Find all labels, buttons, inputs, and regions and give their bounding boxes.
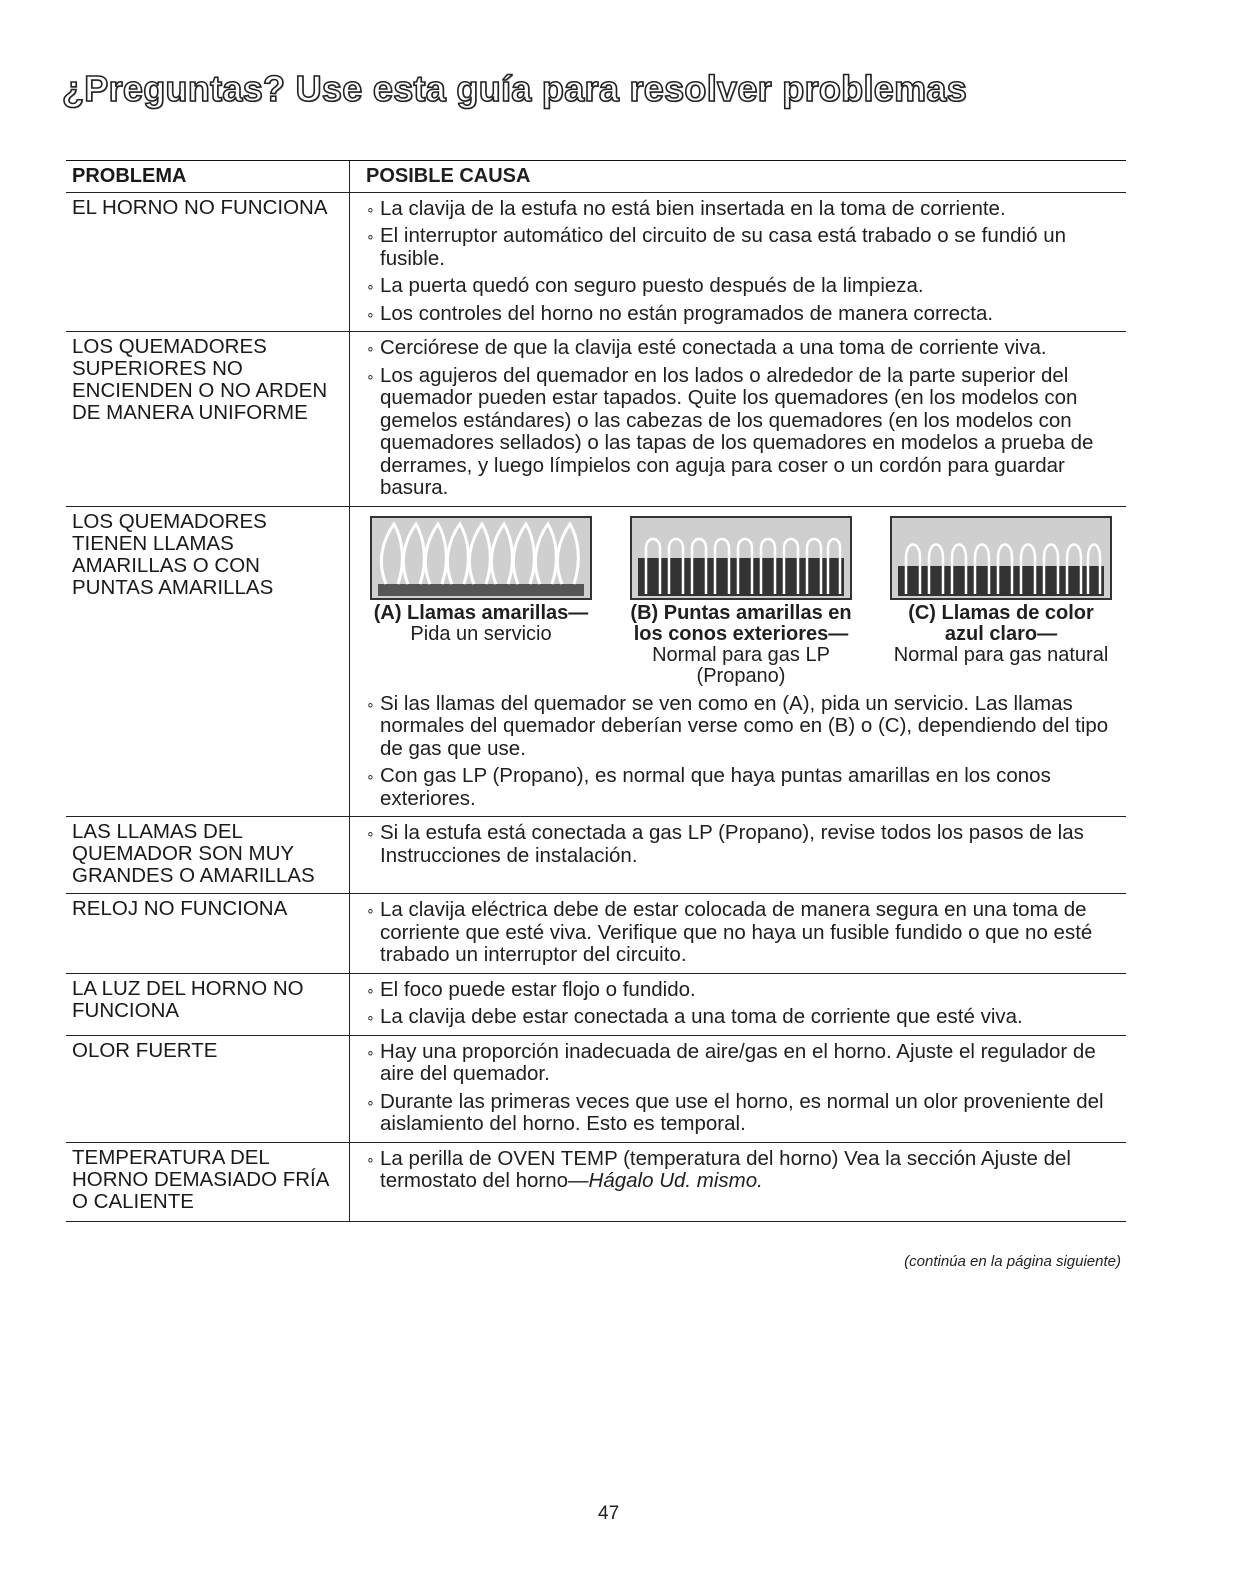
yellow-tipped-flames-icon: [630, 516, 852, 600]
cause-item: ∘ La puerta quedó con seguro puesto después de la limpieza.: [366, 274, 924, 297]
cause-item: ∘ Durante las primeras veces que use el horno, es normal un olor proveniente del aislamiento del horno. Esto es temporal.: [366, 1089, 1104, 1135]
flame-c-caption: Normal para gas natural: [893, 643, 1109, 666]
cause-item: ∘ La clavija de la estufa no está bien insertada en la toma de corriente.: [366, 196, 1006, 220]
cause-text: La perilla de OVEN TEMP (temperatura del horno) Vea la sección Ajuste del termostato del horno—: [380, 1146, 1071, 1192]
page-title: ¿Preguntas? Use esta guía para resolver problemas: [62, 68, 968, 109]
table-row: [66, 817, 1126, 894]
flame-c-drawing: [892, 518, 1110, 598]
bullet-icon: ∘: [366, 228, 375, 244]
cause-cell: [350, 193, 1126, 332]
bullet-icon: ∘: [366, 902, 375, 918]
problem-cell: OLOR FUERTE: [66, 1036, 350, 1142]
bullet-icon: ∘: [366, 768, 375, 784]
table-row: [66, 1143, 1126, 1222]
flame-illustrations: [366, 516, 1122, 687]
flame-b-label: (B) Puntas amarillas en los conos exteriores—: [630, 601, 852, 645]
bullet-icon: ∘: [366, 200, 375, 217]
bullet-icon: ∘: [366, 695, 375, 712]
table-row: [66, 894, 1126, 974]
cause-cell: [350, 974, 1126, 1035]
continued-note: (continúa en la página siguiente): [904, 1253, 1121, 1270]
cause-cell: [350, 817, 1126, 893]
flame-c-label: (C) Llamas de color azul claro—: [908, 601, 1094, 645]
troubleshooting-table: [66, 160, 1126, 1222]
problem-cell: LA LUZ DEL HORNO NO FUNCIONA: [66, 974, 350, 1035]
bullet-icon: ∘: [366, 305, 375, 322]
cause-item: ∘ Los agujeros del quemador en los lados o alrededor de la parte superior del quemador pueden estar tapados. Quite los quemadores (en los modelos con gemelos estándares) o las cabezas de los quemadores (en los modelos con quemadores sellados) o las tapas de los quemadores en modelos a prueba de derrames, y luego límpielos con aguja para coser o un cordón para guardar basura.: [366, 363, 1094, 499]
table-row: [66, 974, 1126, 1036]
table-row: [66, 1036, 1126, 1143]
page-number: 47: [598, 1503, 620, 1524]
cause-cell: [350, 894, 1126, 973]
cause-item: ∘ Con gas LP (Propano), es normal que haya puntas amarillas en los conos exteriores.: [366, 764, 1051, 810]
bullet-icon: ∘: [366, 1043, 375, 1060]
cause-item: ∘ La clavija debe estar conectada a una toma de corriente que esté viva.: [366, 1005, 1023, 1028]
cause-item: ∘ Si la estufa está conectada a gas LP (Propano), revise todos los pasos de las Instrucciones de instalación.: [366, 821, 1084, 867]
flame-a: [366, 516, 596, 687]
flame-a-label: (A) Llamas amarillas—: [373, 601, 589, 624]
cause-cell: [350, 1036, 1126, 1142]
flame-b-drawing: [632, 518, 850, 598]
bullet-icon: ∘: [366, 1150, 375, 1167]
table-row: [66, 193, 1126, 333]
problem-cell: RELOJ NO FUNCIONA: [66, 894, 350, 973]
bullet-icon: ∘: [366, 981, 375, 998]
bullet-icon: ∘: [366, 340, 375, 356]
problem-cell: LOS QUEMADORES SUPERIORES NO ENCIENDEN O NO ARDEN DE MANERA UNIFORME: [66, 332, 350, 506]
cause-item: ∘ El foco puede estar flojo o fundido.: [366, 977, 696, 1001]
yellow-flames-icon: [370, 516, 592, 600]
flame-b: [626, 516, 856, 687]
problem-cell: TEMPERATURA DEL HORNO DEMASIADO FRÍA O CALIENTE: [66, 1143, 350, 1221]
cause-cell: [350, 332, 1126, 506]
bullet-icon: ∘: [366, 825, 375, 841]
table-header: [66, 161, 1126, 193]
flame-a-caption: Pida un servicio: [410, 622, 552, 645]
table-row: [66, 332, 1126, 507]
cause-cell: [350, 507, 1126, 817]
header-cause: POSIBLE CAUSA: [366, 165, 531, 187]
flame-a-drawing: [372, 518, 590, 598]
bullet-icon: ∘: [366, 367, 375, 384]
bullet-icon: ∘: [366, 1009, 375, 1025]
cause-item: [366, 1148, 1122, 1193]
cause-cell: [350, 1143, 1126, 1221]
problem-cell: LOS QUEMADORES TIENEN LLAMAS AMARILLAS O CON PUNTAS AMARILLAS: [66, 507, 350, 817]
cause-item: ∘ El interruptor automático del circuito de su casa está trabado o se fundió un fusible.: [366, 224, 1067, 270]
header-problem: PROBLEMA: [66, 161, 350, 192]
cause-item: ∘ Hay una proporción inadecuada de aire/gas en el horno. Ajuste el regulador de aire del quemador.: [366, 1039, 1096, 1085]
flame-c: [886, 516, 1116, 687]
bullet-icon: ∘: [366, 1093, 375, 1110]
cause-item: ∘ Los controles del horno no están programados de manera correcta.: [366, 301, 994, 325]
problem-cell: EL HORNO NO FUNCIONA: [66, 193, 350, 332]
cause-item: ∘ Cerciórese de que la clavija esté conectada a una toma de corriente viva.: [366, 336, 1047, 359]
cause-item: ∘ Si las llamas del quemador se ven como en (A), pida un servicio. Las llamas normales del quemador deberían verse como en (B) o (C), dependiendo del tipo de gas que use.: [366, 691, 1109, 760]
table-row: [66, 507, 1126, 818]
bullet-icon: ∘: [366, 278, 375, 294]
cause-item: ∘ La clavija eléctrica debe de estar colocada de manera segura en una toma de corriente que esté viva. Verifique que no haya un fusible fundido o que no esté trabado un interruptor del circuito.: [366, 898, 1093, 966]
blue-flames-icon: [890, 516, 1112, 600]
flame-b-caption: Normal para gas LP (Propano): [652, 643, 830, 687]
problem-cell: LAS LLAMAS DEL QUEMADOR SON MUY GRANDES O AMARILLAS: [66, 817, 350, 893]
cause-text-italic: Hágalo Ud. mismo.: [588, 1169, 763, 1192]
